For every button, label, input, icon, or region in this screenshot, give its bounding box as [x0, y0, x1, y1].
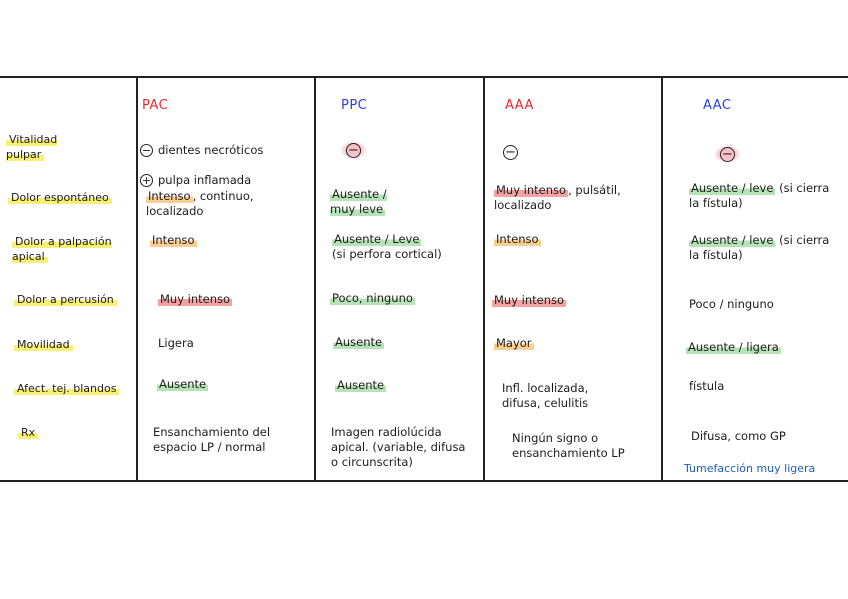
- header-aac: AAC: [703, 98, 732, 113]
- aac-rx-note: Tumefacción muy ligera: [684, 462, 816, 475]
- minus-icon: −: [141, 144, 152, 157]
- pac-vitalidad: − dientes necróticos + pulpa inflamada: [141, 143, 264, 187]
- row-label-vitalidad: Vitalidad pulpar: [6, 133, 58, 161]
- aaa-afect-tej: Infl. localizada, difusa, celulitis: [502, 381, 589, 410]
- header-ppc: PPC: [341, 98, 368, 113]
- aac-vitalidad: [714, 132, 741, 162]
- aac-dolor-espontaneo: Ausente / leve (si cierra la fístula): [689, 181, 830, 210]
- row-label-afect-tej: Afect. tej. blandos: [14, 381, 119, 396]
- aac-dolor-percusion: Poco / ninguno: [689, 297, 774, 311]
- aaa-dolor-percusion: Muy intenso: [494, 293, 565, 307]
- aac-movilidad: Ausente / ligera: [688, 340, 779, 354]
- ppc-dolor-espontaneo: Ausente / muy leve: [330, 187, 387, 216]
- aaa-vitalidad: [503, 130, 518, 160]
- ppc-afect-tej: Ausente: [337, 378, 385, 392]
- column-divider: [314, 78, 316, 480]
- row-label-rx: Rx: [18, 425, 38, 440]
- ppc-dolor-palpacion: Ausente / Leve (si perfora cortical): [332, 232, 442, 261]
- plus-icon: +: [141, 174, 152, 187]
- minus-icon: −: [503, 145, 518, 160]
- column-divider: [483, 78, 485, 480]
- pac-rx: Ensanchamiento del espacio LP / normal: [153, 425, 271, 454]
- aaa-movilidad: Mayor: [496, 336, 532, 350]
- aaa-rx: Ningún signo o ensanchamiento LP: [512, 431, 625, 460]
- minus-icon: −: [346, 143, 361, 158]
- column-divider: [136, 78, 138, 480]
- header-aaa: AAA: [505, 98, 534, 113]
- pac-afect-tej: Ausente: [159, 377, 207, 391]
- pac-dolor-percusion: Muy intenso: [160, 292, 231, 306]
- ppc-movilidad: Ausente: [335, 335, 383, 349]
- aac-rx: Difusa, como GP: [691, 429, 786, 443]
- pac-dolor-espontaneo: Intenso , continuo, localizado: [146, 189, 254, 218]
- pac-movilidad: Ligera: [158, 336, 194, 350]
- row-label-dolor-espontaneo: Dolor espontáneo: [8, 190, 112, 205]
- column-divider: [661, 78, 663, 480]
- ppc-dolor-percusion: Poco, ninguno: [332, 291, 413, 305]
- ppc-rx: Imagen radiolúcida apical. (variable, difusa o circunscrita): [331, 425, 466, 469]
- pac-dolor-palpacion: Intenso: [152, 233, 195, 247]
- row-label-dolor-palpacion: Dolor a palpación apical: [12, 235, 112, 263]
- row-label-dolor-percusion: Dolor a percusión: [14, 292, 117, 307]
- aac-dolor-palpacion: Ausente / leve (si cierra la fístula): [689, 233, 830, 262]
- aaa-dolor-espontaneo: Muy intenso , pulsátil, localizado: [494, 183, 621, 212]
- row-label-movilidad: Movilidad: [14, 337, 73, 352]
- aac-afect-tej: fístula: [689, 379, 725, 393]
- aaa-dolor-palpacion: Intenso: [496, 232, 539, 246]
- minus-icon: −: [720, 147, 735, 162]
- header-pac: PAC: [142, 98, 169, 113]
- ppc-vitalidad: [340, 128, 367, 158]
